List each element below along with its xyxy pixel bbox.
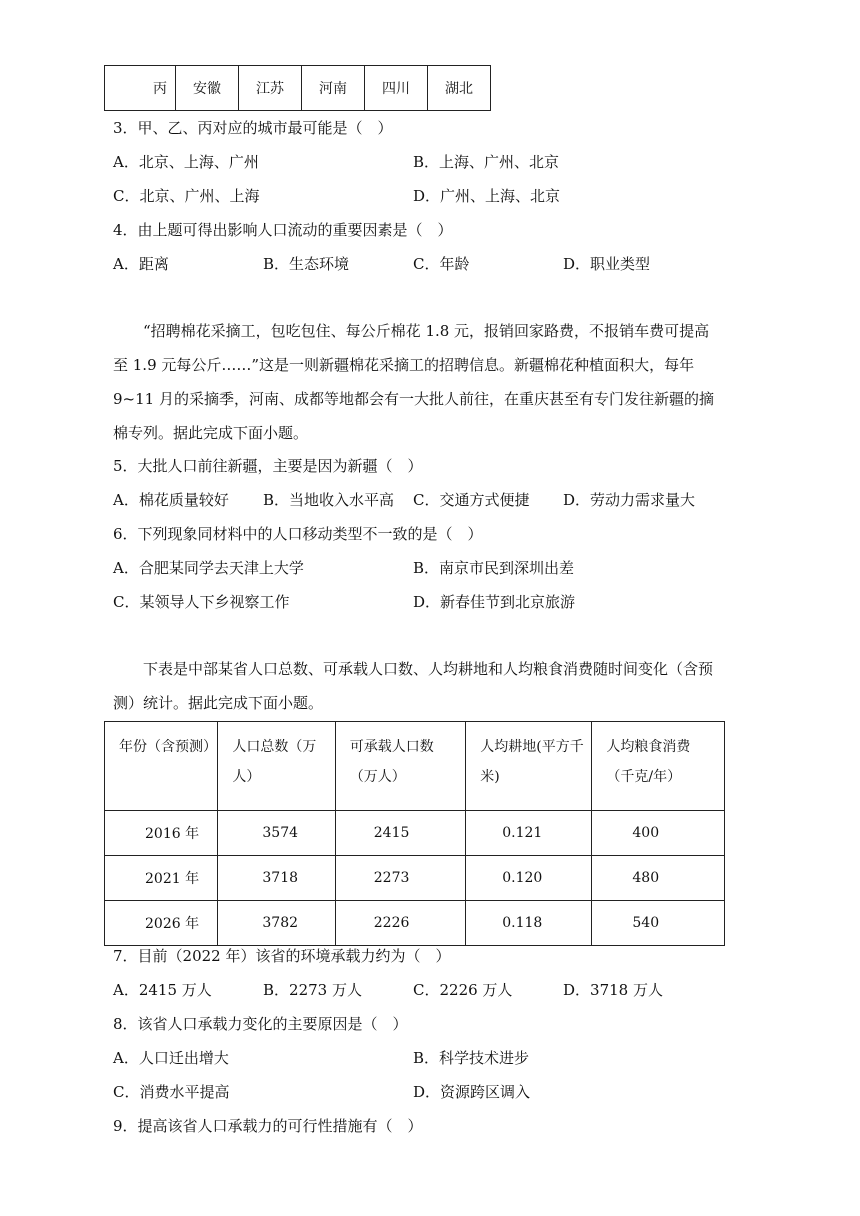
question-6-option-c[interactable]: C．某领导人下乡视察工作 (113, 593, 290, 611)
question-3-option-b[interactable]: B．上海、广州、北京 (413, 153, 560, 171)
question-8-option-b[interactable]: B．科学技术进步 (413, 1049, 530, 1067)
question-4-option-d[interactable]: D．职业类型 (563, 255, 651, 273)
population-data-table (104, 721, 725, 946)
table-cell: 江苏 (239, 66, 302, 111)
table-cell: 3782 (218, 901, 335, 946)
question-8-stem: 8．该省人口承载力变化的主要原因是（ ） (113, 1015, 408, 1033)
region-table (104, 65, 491, 111)
table-header-cell: 可承载人口数（万人） (335, 722, 465, 811)
table-cell: 0.118 (466, 901, 592, 946)
question-6-option-d[interactable]: D．新春佳节到北京旅游 (413, 593, 576, 611)
table-header-cell: 人均耕地(平方千米) (466, 722, 592, 811)
table-cell: 湖北 (428, 66, 491, 111)
question-5-option-a[interactable]: A．棉花质量较好 (113, 491, 229, 509)
table-cell: 0.120 (466, 856, 592, 901)
question-8-option-c[interactable]: C．消费水平提高 (113, 1083, 230, 1101)
table-cell: 3574 (218, 811, 335, 856)
table-cell: 河南 (302, 66, 365, 111)
reading-passage-table-intro: 下表是中部某省人口总数、可承载人口数、人均耕地和人均粮食消费随时间变化（含预测）统计。据此完成下面小题。 (113, 660, 714, 712)
table-cell: 安徽 (176, 66, 239, 111)
table-header-cell: 人均粮食消费（千克/年） (592, 722, 725, 811)
table-cell: 3718 (218, 856, 335, 901)
table-cell: 400 (592, 811, 725, 856)
question-3-option-c[interactable]: C．北京、广州、上海 (113, 187, 260, 205)
table-cell: 2273 (335, 856, 465, 901)
question-5-stem: 5．大批人口前往新疆，主要是因为新疆（ ） (113, 457, 423, 475)
question-6-option-a[interactable]: A．合肥某同学去天津上大学 (113, 559, 304, 577)
table-cell: 2016 年 (105, 811, 218, 856)
question-8-option-d[interactable]: D．资源跨区调入 (413, 1083, 531, 1101)
question-3-stem: 3．甲、乙、丙对应的城市最可能是（ ） (113, 119, 393, 137)
reading-passage-cotton: “招聘棉花采摘工，包吃包住、每公斤棉花 1.8 元，报销回家路费，不报销车费可提高至 1.9 元每公斤……”这是一则新疆棉花采摘工的招聘信息。新疆棉花种植面积大，每年 9~11 月的采摘季，河南、成都等地都会有一大批人前往，在重庆甚至有专门发往新疆的摘棉专列。据此完成下面小题。 (113, 322, 714, 442)
question-7-stem: 7．目前（2022 年）该省的环境承载力约为（ ） (113, 947, 451, 965)
question-6-stem: 6．下列现象同材料中的人口移动类型不一致的是（ ） (113, 525, 483, 543)
table-cell: 四川 (365, 66, 428, 111)
table-cell: 丙 (105, 66, 176, 111)
table-header-cell: 人口总数（万人） (218, 722, 335, 811)
question-3-option-a[interactable]: A．北京、上海、广州 (113, 153, 259, 171)
question-6-option-b[interactable]: B．南京市民到深圳出差 (413, 559, 575, 577)
table-cell: 2026 年 (105, 901, 218, 946)
question-4-stem: 4．由上题可得出影响人口流动的重要因素是（ ） (113, 221, 453, 239)
question-3-option-d[interactable]: D．广州、上海、北京 (413, 187, 561, 205)
table-cell: 2226 (335, 901, 465, 946)
question-4-option-b[interactable]: B．生态环境 (263, 255, 350, 273)
question-8-option-a[interactable]: A．人口迁出增大 (113, 1049, 229, 1067)
question-7-option-a[interactable]: A．2415 万人 (113, 981, 212, 999)
table-cell: 480 (592, 856, 725, 901)
question-4-option-c[interactable]: C．年龄 (413, 255, 470, 273)
table-cell: 2415 (335, 811, 465, 856)
question-5-option-b[interactable]: B．当地收入水平高 (263, 491, 395, 509)
table-row (105, 856, 725, 901)
table-header-cell: 年份（含预测） (105, 722, 218, 811)
table-row (105, 66, 491, 111)
table-cell: 2021 年 (105, 856, 218, 901)
table-cell: 540 (592, 901, 725, 946)
table-row (105, 811, 725, 856)
question-7-option-b[interactable]: B．2273 万人 (263, 981, 362, 999)
question-7-option-d[interactable]: D．3718 万人 (563, 981, 663, 999)
table-header-row (105, 722, 725, 811)
question-9-stem: 9．提高该省人口承载力的可行性措施有（ ） (113, 1117, 423, 1135)
question-5-option-c[interactable]: C．交通方式便捷 (413, 491, 530, 509)
question-5-option-d[interactable]: D．劳动力需求量大 (563, 491, 696, 509)
question-7-option-c[interactable]: C．2226 万人 (413, 981, 513, 999)
table-cell: 0.121 (466, 811, 592, 856)
question-4-option-a[interactable]: A．距离 (113, 255, 169, 273)
table-row (105, 901, 725, 946)
